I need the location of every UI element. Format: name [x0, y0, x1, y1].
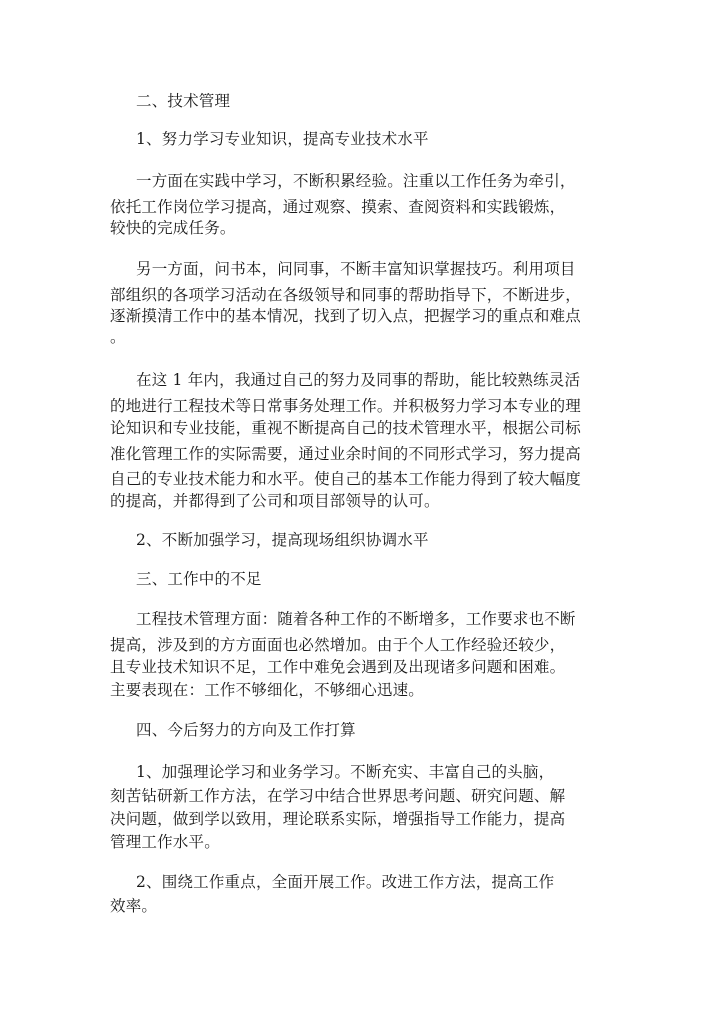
paragraph-line: 刻苦钻研新工作方法，在学习中结合世界思考问题、研究问题、解	[110, 787, 566, 805]
paragraph-line: 效率。	[110, 897, 158, 915]
paragraph-line: 工程技术管理方面：随着各种工作的不断增多，工作要求也不断	[136, 610, 576, 628]
paragraph-line: 部组织的各项学习活动在各级领导和同事的帮助指导下，不断进步，	[110, 286, 582, 304]
paragraph-line: 自己的专业技术能力和水平。使自己的基本工作能力得到了较大幅度	[110, 470, 582, 488]
paragraph-line: 准化管理工作的实际需要，通过业余时间的不同形式学习，努力提高	[110, 445, 582, 463]
paragraph-line: 在这 1 年内，我通过自己的努力及同事的帮助，能比较熟练灵活	[136, 371, 581, 389]
paragraph-line: 2、围绕工作重点，全面开展工作。改进工作方法，提高工作	[136, 873, 555, 891]
section-heading-technical-management: 二、技术管理	[136, 92, 231, 110]
subheading-coordination: 2、不断加强学习，提高现场组织协调水平	[136, 531, 429, 549]
paragraph-line: 1、加强理论学习和业务学习。不断充实、丰富自己的头脑，	[136, 763, 555, 781]
paragraph-line: 决问题，做到学以致用，理论联系实际，增强指导工作能力，提高	[110, 810, 566, 828]
paragraph-line: 另一方面，问书本，问同事，不断丰富知识掌握技巧。利用项目	[136, 260, 576, 278]
paragraph-line: 。	[110, 328, 126, 346]
paragraph-line: 的提高，并都得到了公司和项目部领导的认可。	[110, 492, 440, 510]
paragraph-line: 依托工作岗位学习提高，通过观察、摸索、查阅资料和实践锻炼，	[110, 198, 566, 216]
paragraph-line: 较快的完成任务。	[110, 219, 236, 237]
section-heading-shortcomings: 三、工作中的不足	[136, 570, 262, 588]
paragraph-line: 一方面在实践中学习，不断积累经验。注重以工作任务为牵引，	[136, 172, 576, 190]
paragraph-line: 逐渐摸清工作中的基本情况，找到了切入点，把握学习的重点和难点	[110, 307, 582, 325]
paragraph-line: 且专业技术知识不足，工作中难免会遇到及出现诸多问题和困难。	[110, 658, 566, 676]
paragraph-line: 提高，涉及到的方方面面也必然增加。由于个人工作经验还较少，	[110, 636, 566, 654]
paragraph-line: 论知识和专业技能，重视不断提高自己的技术管理水平，根据公司标	[110, 419, 582, 437]
section-heading-future-plans: 四、今后努力的方向及工作打算	[136, 721, 356, 739]
paragraph-line: 的地进行工程技术等日常事务处理工作。并积极努力学习本专业的理	[110, 397, 582, 415]
paragraph-line: 管理工作水平。	[110, 833, 220, 851]
paragraph-line: 主要表现在：工作不够细化，不够细心迅速。	[110, 681, 425, 699]
subheading-study-knowledge: 1、努力学习专业知识，提高专业技术水平	[136, 130, 429, 148]
